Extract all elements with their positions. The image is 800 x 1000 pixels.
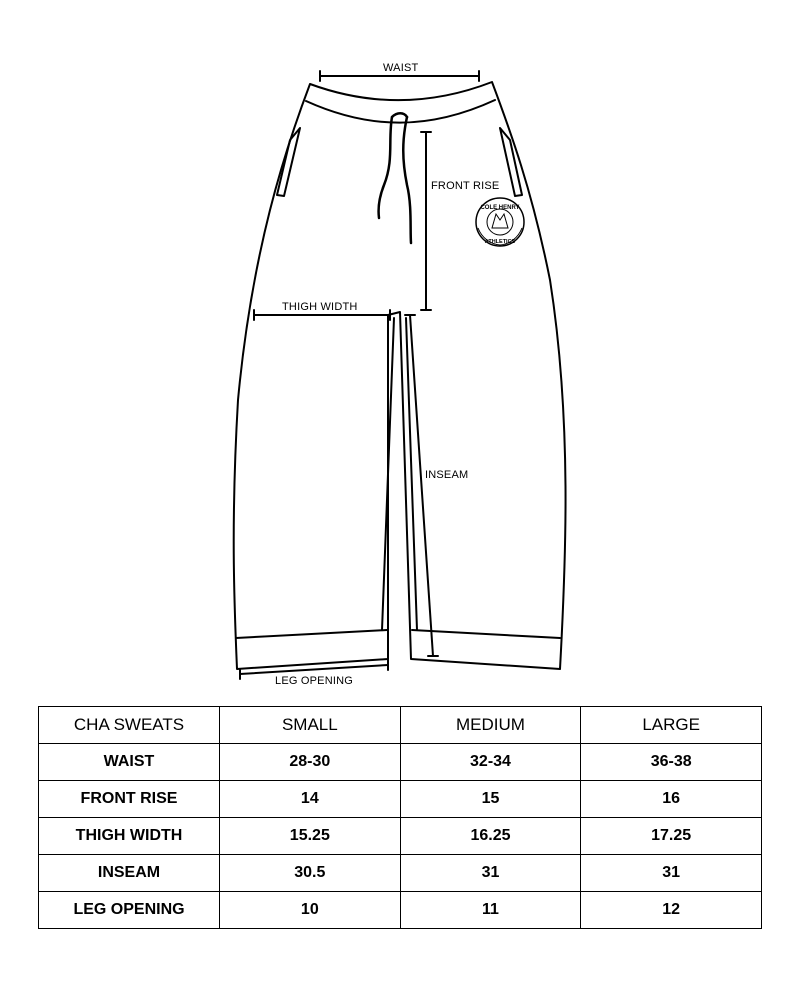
left-pocket bbox=[277, 128, 300, 196]
right-cuff-line bbox=[412, 630, 560, 638]
table-cell: 16.25 bbox=[400, 818, 581, 855]
table-row-label: LEG OPENING bbox=[39, 892, 220, 929]
waist-label: WAIST bbox=[383, 62, 419, 74]
logo-text-bottom: ATHLETICS bbox=[484, 239, 516, 245]
front-rise-label: FRONT RISE bbox=[431, 180, 500, 192]
table-row bbox=[39, 818, 762, 855]
table-cell: 31 bbox=[581, 855, 762, 892]
table-row-label: WAIST bbox=[39, 744, 220, 781]
table-cell: 30.5 bbox=[220, 855, 401, 892]
table-row bbox=[39, 855, 762, 892]
table-row-label: FRONT RISE bbox=[39, 781, 220, 818]
inseam-label: INSEAM bbox=[425, 469, 469, 481]
drawstrings bbox=[379, 113, 411, 243]
table-cell: 11 bbox=[400, 892, 581, 929]
table-cell: 16 bbox=[581, 781, 762, 818]
table-row-label: THIGH WIDTH bbox=[39, 818, 220, 855]
size-chart-table bbox=[38, 706, 762, 929]
table-cell: 31 bbox=[400, 855, 581, 892]
logo-text-top: COLE HENRY bbox=[480, 205, 520, 211]
front-rise-measure-line bbox=[421, 132, 431, 310]
table-row bbox=[39, 781, 762, 818]
table-header-cell: MEDIUM bbox=[400, 707, 581, 744]
table-cell: 15.25 bbox=[220, 818, 401, 855]
table-cell: 15 bbox=[400, 781, 581, 818]
table-cell: 36-38 bbox=[581, 744, 762, 781]
thigh-width-label: THIGH WIDTH bbox=[282, 301, 358, 313]
right-pocket bbox=[500, 128, 522, 196]
table-row-label: INSEAM bbox=[39, 855, 220, 892]
table-cell: 14 bbox=[220, 781, 401, 818]
table-cell: 17.25 bbox=[581, 818, 762, 855]
table-header-cell: LARGE bbox=[581, 707, 762, 744]
table-cell: 28-30 bbox=[220, 744, 401, 781]
table-cell: 12 bbox=[581, 892, 762, 929]
table-row bbox=[39, 892, 762, 929]
left-cuff-line bbox=[236, 630, 387, 638]
table-header-cell: CHA SWEATS bbox=[39, 707, 220, 744]
table-header-row bbox=[39, 707, 762, 744]
leg-opening-label: LEG OPENING bbox=[275, 675, 353, 687]
table-row bbox=[39, 744, 762, 781]
table-cell: 32-34 bbox=[400, 744, 581, 781]
table-header-cell: SMALL bbox=[220, 707, 401, 744]
table-cell: 10 bbox=[220, 892, 401, 929]
waistband-edge bbox=[306, 100, 495, 123]
